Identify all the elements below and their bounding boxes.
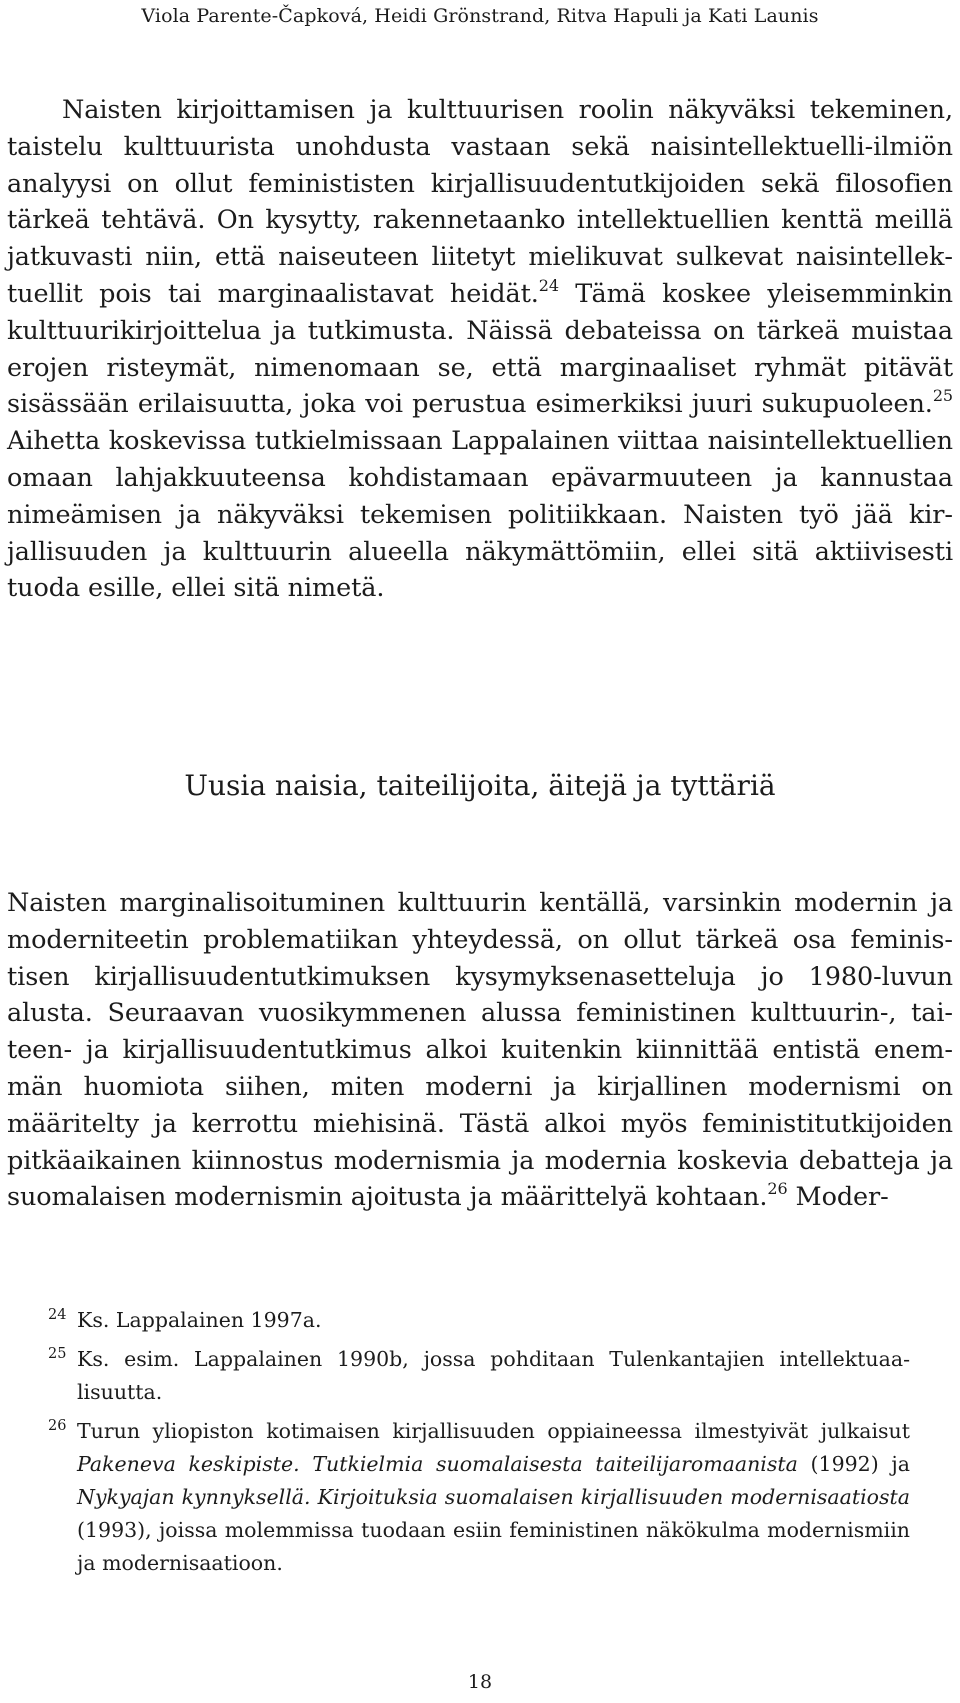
footnote-number: 26 bbox=[48, 1418, 67, 1434]
footnote-title-italic: Nykyajan kynnyksellä. Kirjoituksia suomalaisen kirjallisuuden modernisaatiosta bbox=[77, 1485, 910, 1509]
footnote-text: Ks. Lappalainen 1997a. bbox=[77, 1308, 322, 1332]
page-number: 18 bbox=[467, 1671, 493, 1693]
footnote-24 bbox=[0, 1304, 960, 1337]
footnote-title-italic: Pakeneva keskipiste. Tutkielmia suomalaisesta taiteilijaromaanista bbox=[77, 1452, 798, 1476]
footnote-number: 24 bbox=[48, 1307, 67, 1323]
footnote-text: (1992) ja bbox=[797, 1452, 910, 1476]
footnote-number: 25 bbox=[48, 1346, 67, 1362]
paragraph-text: Naisten marginalisoituminen kulttuurin kentällä, varsinkin modernin ja moderniteetin problematiikan yhteydessä, on ollut tärkeä osa feministisen kirjallisuudentutkimuksen kysymyksenasetteluja jo 1980-luvun alusta. Seuraavan vuosikymmenen alussa feministinen kulttuurin-, taiteen- ja kirjallisuudentutkimus alkoi kuitenkin kiinnittää entistä enemmän huomiota siihen, miten moderni ja kirjallinen modernismi on määritelty ja kerrottu miehisinä. Tästä alkoi myös feministitutkijoiden pitkäaikainen kiinnostus modernismia ja modernia koskevia debatteja ja suomalaisen modernismin ajoitusta ja määrittelyä kohtaan. bbox=[7, 888, 953, 1213]
paragraph-text: Tämä koskee yleisemminkin kulttuurikirjoittelua ja tutkimusta. Näissä debateissa on tärkeä muistaa erojen risteymät, nimenomaan se, että marginaaliset ryhmät pitävät sisässään erilaisuutta, joka voi perustua esimerkiksi juuri sukupuoleen. bbox=[7, 278, 953, 420]
footnote-26 bbox=[0, 1415, 960, 1580]
footnote-text: Turun yliopiston kotimaisen kirjallisuuden oppiaineessa ilmestyivät julkaisut bbox=[77, 1419, 910, 1443]
body-paragraph-1 bbox=[7, 92, 953, 607]
footnote-text: (1993), joissa molemmissa tuodaan esiin feministinen näkökulma modernismiin ja modernisaatioon. bbox=[77, 1518, 910, 1575]
footnote-25 bbox=[0, 1343, 960, 1409]
paragraph-text: Aihetta koskevissa tutkielmissaan Lappalainen viittaa naisintellektuellien omaan lahjakkuuteensa kohdistamaan epävarmuuteen ja kannustaa nimeämisen ja näkyväksi tekemisen politiikkaan. Naisten työ jää kirjallisuuden ja kulttuurin alueella näkymättömiin, ellei sitä aktiivisesti tuoda esille, ellei sitä nimetä. bbox=[7, 426, 953, 604]
paragraph-text: Moder- bbox=[787, 1182, 889, 1213]
footnote-ref-26: 26 bbox=[767, 1179, 788, 1199]
footnote-ref-24: 24 bbox=[538, 275, 559, 295]
body-paragraph-2 bbox=[7, 885, 953, 1216]
footnotes bbox=[0, 1304, 960, 1586]
footnote-text: Ks. esim. Lappalainen 1990b, jossa pohditaan Tulenkantajien intellektuaalisuutta. bbox=[77, 1347, 910, 1404]
section-heading: Uusia naisia, taiteilijoita, äitejä ja tyttäriä bbox=[184, 769, 776, 802]
footnote-ref-25: 25 bbox=[932, 386, 953, 406]
running-head: Viola Parente-Čapková, Heidi Grönstrand, Ritva Hapuli ja Kati Launis bbox=[141, 5, 819, 27]
paragraph-text: Naisten kirjoittamisen ja kulttuurisen roolin näkyväksi tekeminen, taistelu kulttuurista unohdusta vastaan sekä naisintellektuelli-ilmiön analyysi on ollut feminististen kirjallisuudentutkijoiden sekä filosofien tärkeä tehtävä. On kysytty, rakennetaanko intellektuellien kenttä meillä jatkuvasti niin, että naiseuteen liitetyt mielikuvat sulkevat naisintellektuellit pois tai marginaalistavat heidät. bbox=[7, 95, 953, 309]
